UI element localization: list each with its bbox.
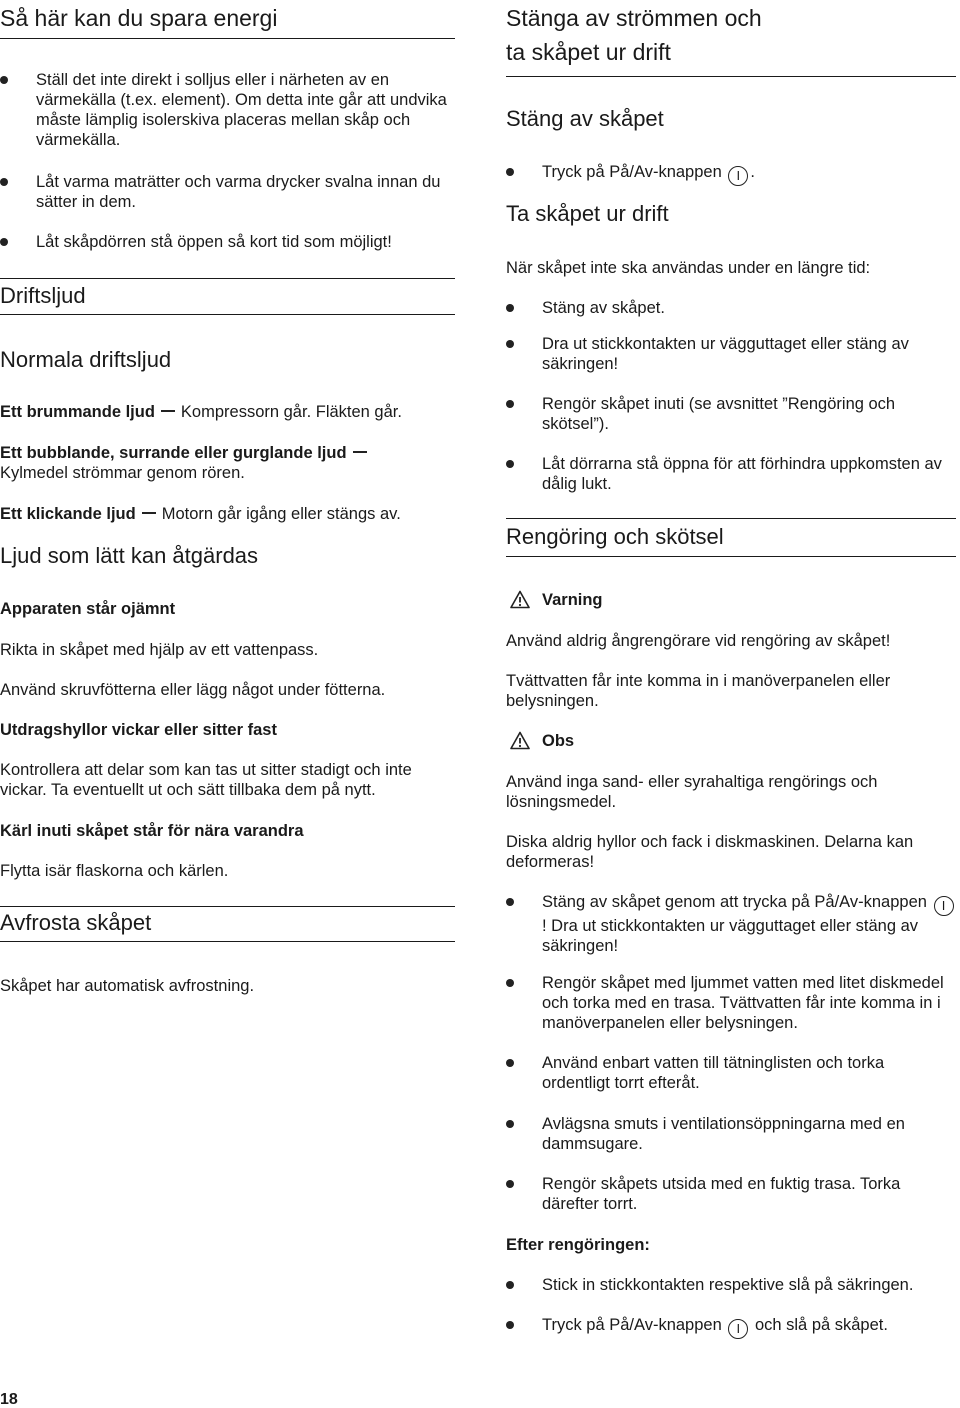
fix-text: Kontrollera att delar som kan tas ut sitter stadigt och inte vickar. Ta eventuellt ut och sätt tillbaka dem på nytt. [0, 761, 412, 799]
rule [506, 76, 956, 77]
cleaning-title: Rengöring och skötsel [506, 524, 724, 549]
decommission-bullet: Dra ut stickkontakten ur vägguttaget eller stäng av säkringen! [506, 334, 956, 374]
page-number: 18 [0, 1391, 18, 1408]
noise-item-text: Kompressorn går. Fläkten går. [180, 403, 402, 421]
noise-item-label: Ett bubblande, surrande eller gurglande ljud [0, 444, 347, 462]
defrost-text: Skåpet har automatisk avfrostning. [0, 977, 255, 995]
decommission-intro: När skåpet inte ska användas under en längre tid: [506, 259, 871, 277]
bullet-text: . [750, 163, 755, 181]
noise-title: Driftsljud [0, 283, 86, 308]
fix-subtitle: Utdragshyllor vickar eller sitter fast [0, 721, 277, 739]
power-title-line: ta skåpet ur drift [506, 39, 671, 65]
switch-off-bullet [506, 162, 956, 186]
rule [0, 38, 455, 39]
cleaning-bullet: Rengör skåpet med ljummet vatten med litet diskmedel och torka med en trasa. Tvättvatten får inte komma in i manöverpanelen eller belysningen. [506, 973, 956, 1033]
rule [0, 906, 455, 907]
rule [506, 518, 956, 519]
power-button-icon: I [728, 1319, 748, 1339]
decommission-title: Ta skåpet ur drift [506, 201, 669, 226]
fix-subtitle: Kärl inuti skåpet står för nära varandra [0, 822, 304, 840]
after-cleaning-bullet: Stick in stickkontakten respektive slå på säkringen. [506, 1275, 956, 1295]
fix-text: Använd skruvfötterna eller lägg något under fötterna. [0, 681, 386, 699]
power-title [506, 4, 762, 66]
rule [0, 314, 455, 315]
dash [353, 451, 367, 453]
notice-text: Diska aldrig hyllor och fack i diskmaskinen. Delarna kan deformeras! [506, 833, 914, 871]
bullet-text: Stäng av skåpet genom att trycka på På/Av-knappen [542, 893, 927, 911]
warning-text: Använd aldrig ångrengörare vid rengöring av skåpet! [506, 632, 891, 650]
power-title-line: Stänga av strömmen och [506, 5, 762, 31]
energy-bullet: Låt varma maträtter och varma drycker svalna innan du sätter in dem. [0, 172, 455, 212]
decommission-bullet: Stäng av skåpet. [506, 298, 956, 318]
warning-triangle-icon [510, 731, 530, 750]
rule [506, 556, 956, 557]
notice-label: Obs [542, 732, 575, 750]
energy-bullet: Låt skåpdörren stå öppen så kort tid som möjligt! [0, 232, 455, 252]
noise-item-label: Ett klickande ljud [0, 505, 136, 523]
fix-subtitle: Apparaten står ojämnt [0, 600, 176, 618]
after-cleaning-title: Efter rengöringen: [506, 1236, 650, 1254]
fix-text: Rikta in skåpet med hjälp av ett vattenpass. [0, 641, 319, 659]
noise-item [0, 402, 455, 422]
fix-text: Flytta isär flaskorna och kärlen. [0, 862, 229, 880]
switch-off-title: Stäng av skåpet [506, 106, 664, 131]
bullet-text: och slå på skåpet. [754, 1316, 888, 1334]
noise-item [0, 504, 455, 524]
cleaning-bullet: Rengör skåpets utsida med en fuktig trasa. Torka därefter torrt. [506, 1174, 942, 1214]
cleaning-bullet [506, 892, 956, 956]
notice-heading [506, 731, 956, 753]
bullet-text: Tryck på På/Av-knappen [542, 163, 722, 181]
after-cleaning-bullet [506, 1315, 956, 1339]
dash [142, 512, 156, 514]
noise-item-text: Kylmedel strömmar genom rören. [0, 464, 245, 482]
warning-heading [506, 590, 956, 612]
normal-noise-title: Normala driftsljud [0, 347, 172, 372]
warning-triangle-icon [510, 590, 530, 609]
cleaning-bullet: Avlägsna smuts i ventilationsöppningarna med en dammsugare. [506, 1114, 956, 1154]
warning-text: Tvättvatten får inte komma in i manöverpanelen eller belysningen. [506, 672, 891, 710]
notice-text: Använd inga sand- eller syrahaltiga rengörings och lösningsmedel. [506, 773, 878, 811]
noise-item [0, 443, 455, 483]
dash [161, 410, 175, 412]
decommission-bullet: Rengör skåpet inuti (se avsnittet ”Rengöring och skötsel”). [506, 394, 956, 434]
decommission-bullet: Låt dörrarna stå öppna för att förhindra uppkomsten av dålig lukt. [506, 454, 956, 494]
rule [0, 941, 455, 942]
power-button-icon: I [728, 166, 748, 186]
noise-item-label: Ett brummande ljud [0, 403, 155, 421]
energy-bullet: Ställ det inte direkt i solljus eller i närheten av en värmekälla (t.ex. element). Om detta inte går att undvika måste lämplig isolerskiva placeras mellan skåp och värmekälla. [0, 70, 455, 150]
bullet-text: Tryck på På/Av-knappen [542, 1316, 722, 1334]
cleaning-bullet: Använd enbart vatten till tätninglisten och torka ordentligt torrt efteråt. [506, 1053, 956, 1093]
rule [0, 278, 455, 279]
bullet-text: ! Dra ut stickkontakten ur vägguttaget eller stäng av säkringen! [542, 917, 919, 955]
defrost-title: Avfrosta skåpet [0, 910, 152, 935]
energy-title: Så här kan du spara energi [0, 5, 278, 31]
noise-item-text: Motorn går igång eller stängs av. [161, 505, 401, 523]
power-button-icon: I [934, 896, 954, 916]
fix-noise-title: Ljud som lätt kan åtgärdas [0, 543, 259, 568]
warning-label: Varning [542, 591, 603, 609]
